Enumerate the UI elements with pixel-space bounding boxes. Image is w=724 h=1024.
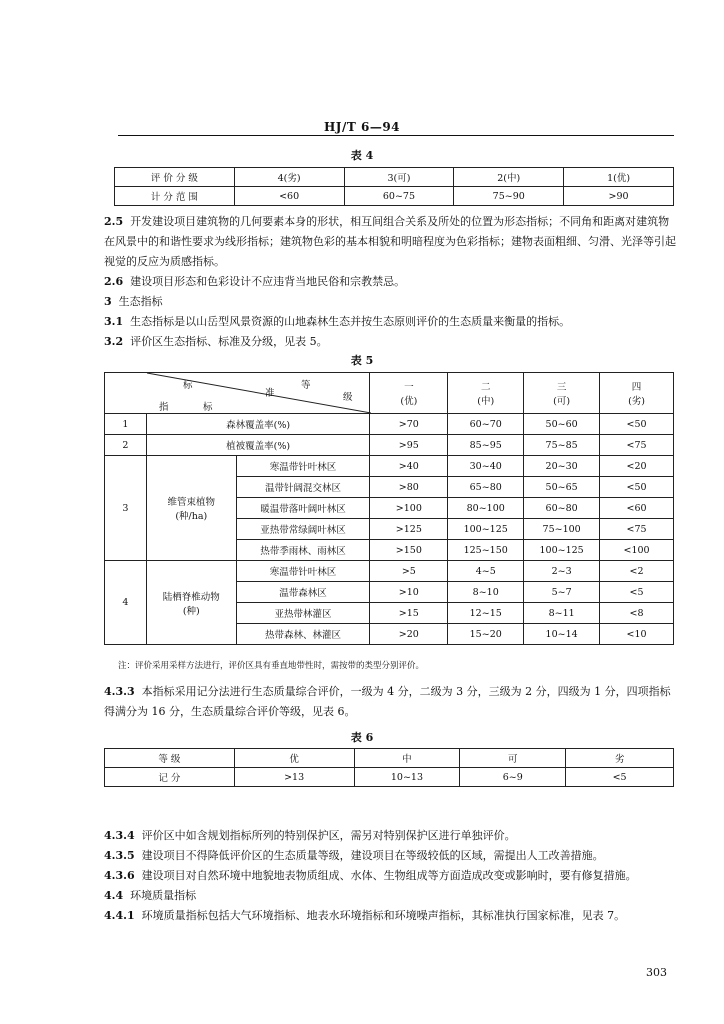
grade-header: 四 (劣) [600,373,674,414]
table-cell: 热带森林、林灌区 [236,624,370,645]
table-cell: <75 [600,519,674,540]
table-row [105,435,674,456]
table-cell: 寒温带针叶林区 [236,456,370,477]
table-cell: 温带森林区 [236,582,370,603]
table-cell: 4~5 [448,561,524,582]
section-4-3-3 [104,682,678,722]
table-cell: 15~20 [448,624,524,645]
table-cell: 2~3 [524,561,600,582]
table5-caption: 表 5 [350,354,374,367]
table-cell: 劣 [566,749,674,768]
table-cell: 100~125 [448,519,524,540]
table-cell: 85~95 [448,435,524,456]
grade-header: 一 (优) [370,373,448,414]
table-cell: 亚热带林灌区 [236,603,370,624]
table-cell: 植被覆盖率(%) [146,435,370,456]
table-cell: 等 级 [105,749,235,768]
paragraph-4-3-4: 4.3.4 评价区中如含规划指标所列的特别保护区，需另对特别保护区进行单独评价。 [104,829,516,842]
paragraph-2-6: 2.6 建设项目形态和色彩设计不应违背当地民俗和宗教禁忌。 [104,275,406,288]
table-cell: <2 [600,561,674,582]
table-cell: >95 [370,435,448,456]
table-cell: 记 分 [105,768,235,787]
table5-note: 注：评价采用采样方法进行，评价区具有垂直地带性时，需按带的类型分别评价。 [118,661,425,671]
table-cell: 3 [105,456,147,561]
table-cell: <10 [600,624,674,645]
table-cell: >80 [370,477,448,498]
table-row [105,456,674,477]
diagonal-lines [105,373,371,413]
table-cell: 中 [354,749,460,768]
header-label: 级 [343,392,353,403]
paragraph-4-4-1: 4.4.1 环境质量指标包括大气环境指标、地表水环境指标和环境噪声指标，其标准执行国家标准，见表 7。 [104,909,626,922]
table-cell: 亚热带常绿阔叶林区 [236,519,370,540]
paragraph-4-3-6: 4.3.6 建设项目对自然环境中地貌地表物质组成、水体、生物组成等方面造成改变或影响时，要有修复措施。 [104,869,637,882]
table-cell: 寒温带针叶林区 [236,561,370,582]
paragraph-4-3-5: 4.3.5 建设项目不得降低评价区的生态质量等级，建设项目在等级较低的区域，需提出人工改善措施。 [104,849,604,862]
table-cell: >125 [370,519,448,540]
table-cell: 60~70 [448,414,524,435]
table-cell: >15 [370,603,448,624]
table-cell: >90 [564,187,674,206]
section-2-text [104,212,678,352]
table-cell: 50~65 [524,477,600,498]
table-cell: 10~13 [354,768,460,787]
header-label: 指 [159,402,169,413]
table-cell: 计 分 范 围 [115,187,235,206]
header-rule [118,135,674,136]
table-cell: 65~80 [448,477,524,498]
table-cell: >20 [370,624,448,645]
paragraph-4-3-3: 4.3.3 本指标采用记分法进行生态质量综合评价，一级为 4 分，二级为 3 分，三级为 2 分，四级为 1 分，四项指标得满分为 16 分，生态质量综合评价等级，见表 6。 [104,685,671,718]
table-cell: 50~60 [524,414,600,435]
group-name-cell: 陆栖脊椎动物 (种) [146,561,236,645]
table-cell: 30~40 [448,456,524,477]
table-cell: 10~14 [524,624,600,645]
table6-caption: 表 6 [350,731,374,744]
table-cell: 1(优) [564,168,674,187]
paragraph-2-5: 2.5 开发建设项目建筑物的几何要素本身的形状，相互间组合关系及所处的位置为形态指标；不同角和距离对建筑物在风景中的和谐性要求为线形指标；建筑物色彩的基本相貌和明暗程度为色彩指标；建物表面粗细、匀滑、光泽等引起视觉的反应为质感指标。 [104,215,676,268]
table-cell: 温带针阔混交林区 [236,477,370,498]
table6 [104,748,674,787]
table-cell: >150 [370,540,448,561]
table-cell: <20 [600,456,674,477]
table-cell: 75~100 [524,519,600,540]
table-cell: 评 价 分 级 [115,168,235,187]
group-name-cell: 维管束植物 (种/ha) [146,456,236,561]
table-row [115,187,674,206]
table-cell: <60 [234,187,344,206]
table-cell: <5 [600,582,674,603]
table-cell: >13 [234,768,354,787]
table-cell: 优 [234,749,354,768]
table-cell: 森林覆盖率(%) [146,414,370,435]
table-cell: 20~30 [524,456,600,477]
page-number: 303 [646,966,667,979]
table-row [105,414,674,435]
table5 [104,372,674,645]
table-cell: 125~150 [448,540,524,561]
table-cell: 100~125 [524,540,600,561]
table-cell: <50 [600,414,674,435]
table-header-row [105,373,674,414]
table-cell: 4 [105,561,147,645]
paragraph-3-2: 3.2 评价区生态指标、标准及分级，见表 5。 [104,335,328,348]
grade-header: 二 (中) [448,373,524,414]
table-cell: 可 [460,749,566,768]
table-cell: 3(可) [344,168,454,187]
table4-caption: 表 4 [350,149,374,162]
table-cell: 8~11 [524,603,600,624]
table-cell: >10 [370,582,448,603]
table-cell: 80~100 [448,498,524,519]
table-cell: 8~10 [448,582,524,603]
table-cell: 2 [105,435,147,456]
table4 [114,167,674,206]
header-label: 标 [183,380,193,391]
table-cell: >100 [370,498,448,519]
table-cell: 1 [105,414,147,435]
table-cell: 热带季雨林、雨林区 [236,540,370,561]
table-cell: 75~85 [524,435,600,456]
table-cell: <60 [600,498,674,519]
table-cell: >40 [370,456,448,477]
grade-header: 三 (可) [524,373,600,414]
table-cell: 60~75 [344,187,454,206]
table-row [115,168,674,187]
table-cell: 2(中) [454,168,564,187]
table-cell: 4(劣) [234,168,344,187]
table-row [105,749,674,768]
table-cell: <5 [566,768,674,787]
heading-3: 3 生态指标 [104,295,163,308]
paragraph-3-1: 3.1 生态指标是以山岳型风景资源的山地森林生态并按生态原则评价的生态质量来衡量的指标。 [104,315,571,328]
table-cell: 暖温带落叶阔叶林区 [236,498,370,519]
table-cell: 60~80 [524,498,600,519]
diagonal-header-cell [105,373,370,414]
table-row [105,768,674,787]
table-cell: <50 [600,477,674,498]
table-cell: 5~7 [524,582,600,603]
table-cell: >5 [370,561,448,582]
table-cell: <100 [600,540,674,561]
heading-4-4: 4.4 环境质量指标 [104,889,197,902]
table-cell: 75~90 [454,187,564,206]
table-cell: 6~9 [460,768,566,787]
header-label: 等 [301,380,311,391]
table-row [105,561,674,582]
page-header: HJ/T 6—94 [323,120,401,134]
section-4-3-4-onward [104,826,678,926]
table-cell: >70 [370,414,448,435]
header-label: 准 [265,388,275,399]
table-cell: 12~15 [448,603,524,624]
table-cell: <8 [600,603,674,624]
header-label: 标 [203,402,213,413]
table-cell: <75 [600,435,674,456]
